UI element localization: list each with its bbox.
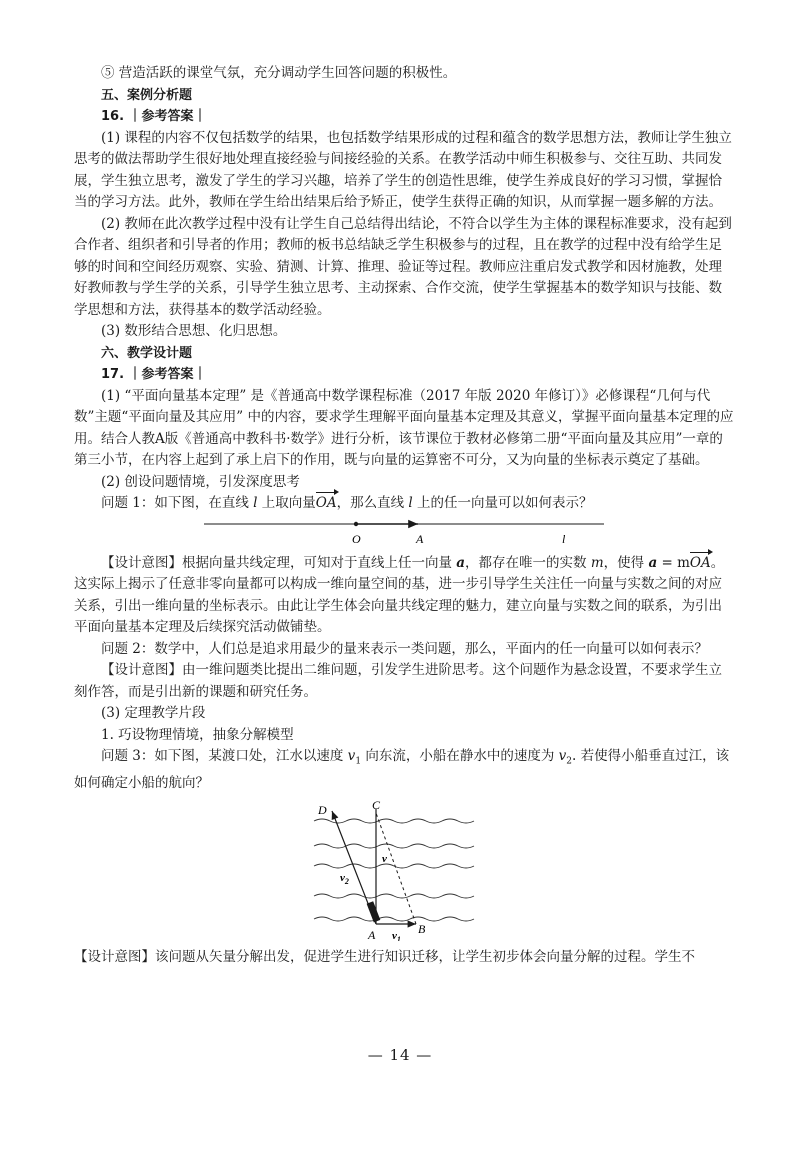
label-l: l	[562, 531, 566, 546]
document-page	[74, 63, 734, 968]
design-intent-3: 【设计意图】该问题从矢量分解出发，促进学生进行知识迁移，让学生初步体会向量分解的过程。学生不	[74, 948, 695, 965]
label-v1: $v_1$	[392, 929, 401, 941]
river-crossing-figure	[304, 801, 504, 941]
vector-oa: OA	[315, 495, 337, 511]
label-v2: $v_2$	[340, 871, 349, 886]
paragraph-p3: 16. ｜参考答案｜	[101, 109, 207, 124]
paragraph-p6: (3) 数形结合思想、化归思想。	[101, 323, 287, 339]
text-block-1	[74, 63, 734, 493]
paragraph-p2: 五、案例分析题	[101, 87, 193, 103]
paragraph-p5: (2) 教师在此次教学过程中没有让学生自己总结得出结论，不符合以学生为主体的课程标准要求，没有起到合作者、组织者和引导者的作用；教师的板书总结缺乏学生积极参与的过程，且在教学的过程中没有给学生足够的时间和空间经历观察、实验、猜测、计算、推理、验证等过程。教师应注重启发式教学和因材施教，处理好教师教与学生学的关系，引导学生独立思考、主动探索、合作交流，使学生掌握基本的数学知识与技能、数学思想和方法，获得基本的数学活动经验。	[74, 215, 732, 318]
paragraph-p14: 1. 巧设物理情境，抽象分解模型	[101, 726, 294, 743]
question-3: 问题 3：如下图，某渡口处，江水以速度 $v_1$ 向东流，小船在静水中的速度为 $v_2$. 若使得小船垂直过江，该如何确定小船的航向？	[74, 748, 730, 792]
paragraph-p1: ⑤ 营造活跃的课堂气氛，充分调动学生回答问题的积极性。	[101, 65, 457, 81]
page-number: — 14 —	[367, 1046, 433, 1064]
paragraph-p13: (3) 定理教学片段	[101, 705, 206, 721]
paragraph-p8: 17. ｜参考答案｜	[101, 367, 207, 382]
river-waves	[314, 819, 474, 921]
paragraph-p7: 六、教学设计题	[101, 345, 193, 361]
point-o	[354, 521, 358, 525]
paragraph-p11: 问题 2：数学中，人们总是追求用最少的量来表示一类问题，那么，平面内的任一向量可以如何表示？	[101, 640, 708, 657]
text-block-2	[74, 639, 734, 747]
label-c: C	[372, 800, 381, 812]
dashed-line	[376, 813, 416, 924]
paragraph-p12: 【设计意图】由一维问题类比提出二维问题，引发学生进阶思考。这个问题作为悬念设置，不要求学生立刻作答，而是引出新的课题和研究任务。	[74, 662, 722, 700]
vector-oa-2: OA	[689, 554, 711, 571]
label-d: D	[318, 802, 327, 817]
line-vector-figure	[204, 515, 604, 549]
label-v: v	[382, 852, 387, 865]
label-a2: A	[368, 927, 376, 941]
label-a: A	[416, 531, 424, 546]
boat-icon	[367, 901, 381, 922]
paragraph-p10: (2) 创设问题情境，引发深度思考	[101, 473, 300, 490]
label-o: O	[352, 531, 361, 546]
paragraph-p4: (1) 课程的内容不仅包括数学的结果，也包括数学结果形成的过程和蕴含的数学思想方法，教师让学生独立思考的做法帮助学生很好地处理直接经验与间接经验的关系。在教学活动中师生积极参与、交往互助、共同发展，学生独立思考，激发了学生的学习兴趣，培养了学生的创造性思维，使学生养成良好的学习习惯，掌握恰当的学习方法。此外，教师在学生给出结果后给予矫正，使学生获得正确的知识，从而掌握一题多解的方法。	[74, 129, 732, 210]
paragraph-p9: (1) “平面向量基本定理” 是《普通高中数学课程标准（2017 年版 2020 年修订）》必修课程“几何与代数”主题“平面向量及其应用” 中的内容，要求学生理解平面向量基本定理及其意义，掌握平面向量基本定理的应用。结合人教A版《普通高中教科书·数学》进行分析，该节课位于教材必修第二册“平面向量及其应用”一章的第三小节，在内容上起到了承上启下的作用，既与向量的运算密不可分，又为向量的坐标表示奠定了基础。	[74, 387, 734, 468]
question-1: 问题 1：如下图，在直线 l 上取向量OA，那么直线 l 上的任一向量可以如何表示？	[101, 495, 593, 511]
design-intent-1: 【设计意图】根据向量共线定理，可知对于直线上任一向量 a，都存在唯一的实数 m，使得 a = mOA。这实际上揭示了任意非零向量都可以构成一维向量空间的基，进一步引导学生关注任一向量与实数之间的对应关系，引出一维向量的坐标表示。由此让学生体会向量共线定理的魅力，建立向量与实数之间的联系，为引出平面向量基本定理及后续探究活动做铺垫。	[74, 554, 725, 635]
label-b: B	[418, 921, 426, 936]
